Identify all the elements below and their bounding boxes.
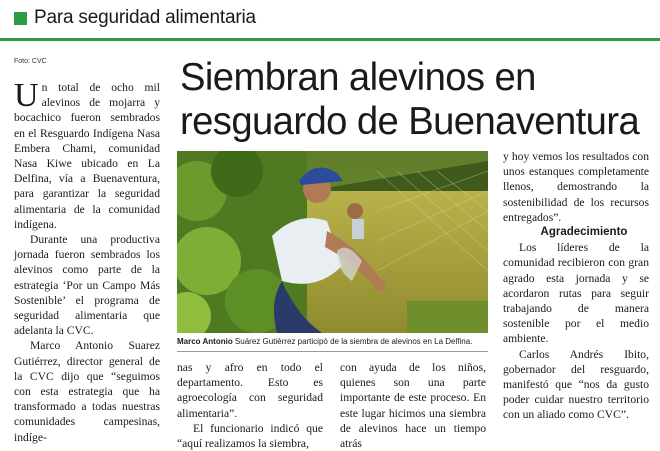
paragraph: con ayuda de los niños, quienes son una parte importante de este proceso. En este lugar hicimos una siembra de alevinos hace un tiempo atrás: [340, 361, 486, 451]
section-marker: [14, 12, 27, 25]
photo-credit: Foto: CVC: [14, 58, 47, 65]
section-rule: [0, 38, 660, 41]
paragraph: y hoy vemos los resultados con unos estanques completamente llenos, demostrando la sostenibilidad de los recursos entregados”.: [503, 150, 649, 224]
paragraph: El funcionario indicó que “aquí realizamos la siembra,: [177, 421, 323, 451]
article-photo: [177, 151, 488, 333]
caption-text: Suárez Gutiérrez participó de la siembra de alevinos en La Delfina.: [232, 337, 473, 346]
dropcap: U: [14, 77, 39, 114]
article-column-1: [14, 77, 160, 445]
paragraph: nas y afro en todo el departamento. Esto es agroecología con seguridad alimentaria”.: [177, 361, 323, 420]
paragraph: Los líderes de la comunidad recibieron con gran agrado esta jornada y se acordaron rutas para seguir trabajando de manera sostenible por el medio ambiente.: [503, 241, 649, 346]
paragraph: Carlos Andrés Ibito, gobernador del resguardo, manifestó que “nos da gusto poder cuidar nuestro territorio con un aliado como CVC”.: [503, 347, 649, 422]
paragraph: Durante una productiva jornada fueron sembrados los alevinos como parte de la estrategia ‘Por un Campo Más Sostenible’ el programa de seguridad alimentaria que adelanta la CVC.: [14, 233, 160, 338]
headline: Siembran alevinos en resguardo de Buenaventura: [180, 56, 640, 143]
article-column-2: [177, 360, 323, 451]
subhead: Agradecimiento: [540, 226, 628, 239]
caption-rule: [177, 351, 488, 352]
paragraph: Marco Antonio Suarez Gutiérrez, director general de la CVC dijo que “seguimos con esta estrategia que ha transformado a todas nuestras comunidades campesinas, indíge-: [14, 339, 160, 444]
section-header: [0, 0, 660, 40]
paragraph: Un total de ocho mil alevinos de mojarra y bocachico fueron sembrados en el Resguardo Indígena Nasa Embera Chami, comunidad Nasa Kiwe ubicado en La Delfina, vía a Buenaventura, para garantizar la seguridad alimentaria de la comunidad indígena.: [14, 77, 160, 231]
article-column-4: [503, 149, 649, 423]
photo-illustration: [177, 151, 488, 333]
caption-name: Marco Antonio: [177, 337, 233, 346]
section-title: Para seguridad alimentaria: [34, 7, 256, 28]
photo-caption: [177, 337, 497, 346]
article-column-3: [340, 360, 486, 451]
